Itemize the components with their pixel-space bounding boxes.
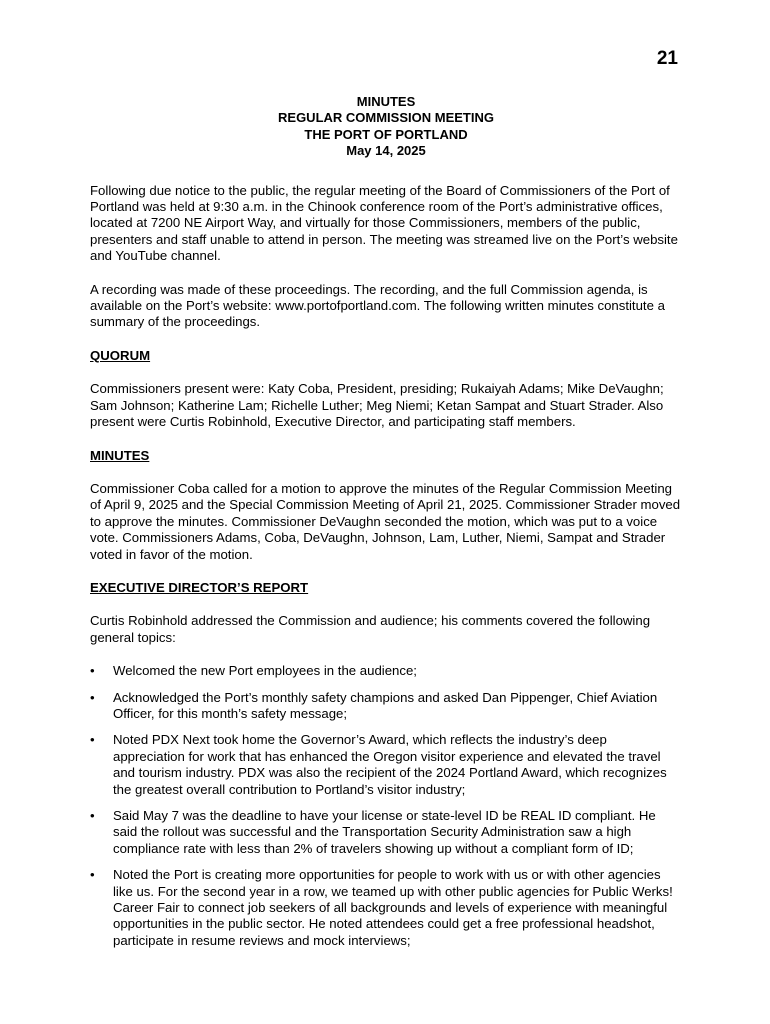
bullet-icon: • [90,867,95,883]
intro-paragraph: Following due notice to the public, the regular meeting of the Board of Commissioners of the Port of Portland was held at 9:30 a.m. in the Chinook conference room of the Port’s administrative offices, located at 7200 NE Airport Way, and virtually for those Commissioners, members of the public, presenters and staff unable to attend in person. The meeting was streamed live on the Port’s website and YouTube channel. [90,182,678,264]
header-date: May 14, 2025 [346,143,426,159]
executive-report-intro: Curtis Robinhold addressed the Commission and audience; his comments covered the following general topics: [90,613,651,645]
list-item-text: Acknowledged the Port’s monthly safety champions and asked Dan Pippenger, Chief Aviation Officer, for this month’s safety message; [113,689,658,721]
quorum-heading: QUORUM [90,347,151,363]
report-topics-list [90,663,682,949]
list-item [90,732,682,798]
bullet-icon: • [90,689,95,705]
document-body [90,94,682,959]
list-item-text: Noted the Port is creating more opportunities for people to work with us or with other agencies like us. For the second year in a row, we teamed up with other public agencies for Public Werks! Career Fair to connect job seekers of all backgrounds and levels of experience with meaningful opportunities in the public sector. He noted attendees could get a free professional headshot, participate in resume reviews and mock interviews; [113,867,673,948]
header-meeting-type: REGULAR COMMISSION MEETING [278,110,494,126]
document-header [90,94,682,160]
recording-paragraph: A recording was made of these proceedings. The recording, and the full Commission agenda, is available on the Port’s website: www.portofportland.com. The following written minutes constitute a summary of the proceedings. [90,281,665,330]
minutes-paragraph: Commissioner Coba called for a motion to approve the minutes of the Regular Commission Meeting of April 9, 2025 and the Special Commission Meeting of April 21, 2025. Commissioner Strader moved to approve the minutes. Commissioner DeVaughn seconded the motion, which was put to a voice vote. Commissioners Adams, Coba, DeVaughn, Johnson, Lam, Luther, Niemi, Sampat and Strader voted in favor of the motion. [90,480,681,562]
list-item-text: Said May 7 was the deadline to have your license or state-level ID be REAL ID compliant. He said the rollout was successful and the Transportation Security Administration saw a high compliance rate with less than 2% of travelers showing up without a compliant form of ID; [113,808,656,856]
header-organization: THE PORT OF PORTLAND [304,126,468,142]
list-item [90,663,682,679]
list-item [90,867,682,949]
list-item [90,808,682,857]
minutes-heading: MINUTES [90,447,150,463]
bullet-icon: • [90,732,95,748]
bullet-icon: • [90,663,95,679]
list-item [90,690,682,723]
page-number: 21 [656,48,678,69]
list-item-text: Welcomed the new Port employees in the audience; [113,663,417,679]
list-item-text: Noted PDX Next took home the Governor’s Award, which reflects the industry’s deep appreciation for work that has enhanced the Oregon visitor experience and elevated the travel and tourism industry. PDX was also the recipient of the 2024 Portland Award, which recognizes the greatest overall contribution to Portland’s visitor industry; [113,732,667,797]
bullet-icon: • [90,808,95,823]
header-title: MINUTES [356,94,416,109]
quorum-paragraph: Commissioners present were: Katy Coba, President, presiding; Rukaiyah Adams; Mike DeVaughn; Sam Johnson; Katherine Lam; Richelle Luther; Meg Niemi; Ketan Sampat and Stuart Strader. Also present were Curtis Robinhold, Executive Director, and participating staff members. [90,381,664,430]
executive-report-heading: EXECUTIVE DIRECTOR’S REPORT [90,579,309,595]
